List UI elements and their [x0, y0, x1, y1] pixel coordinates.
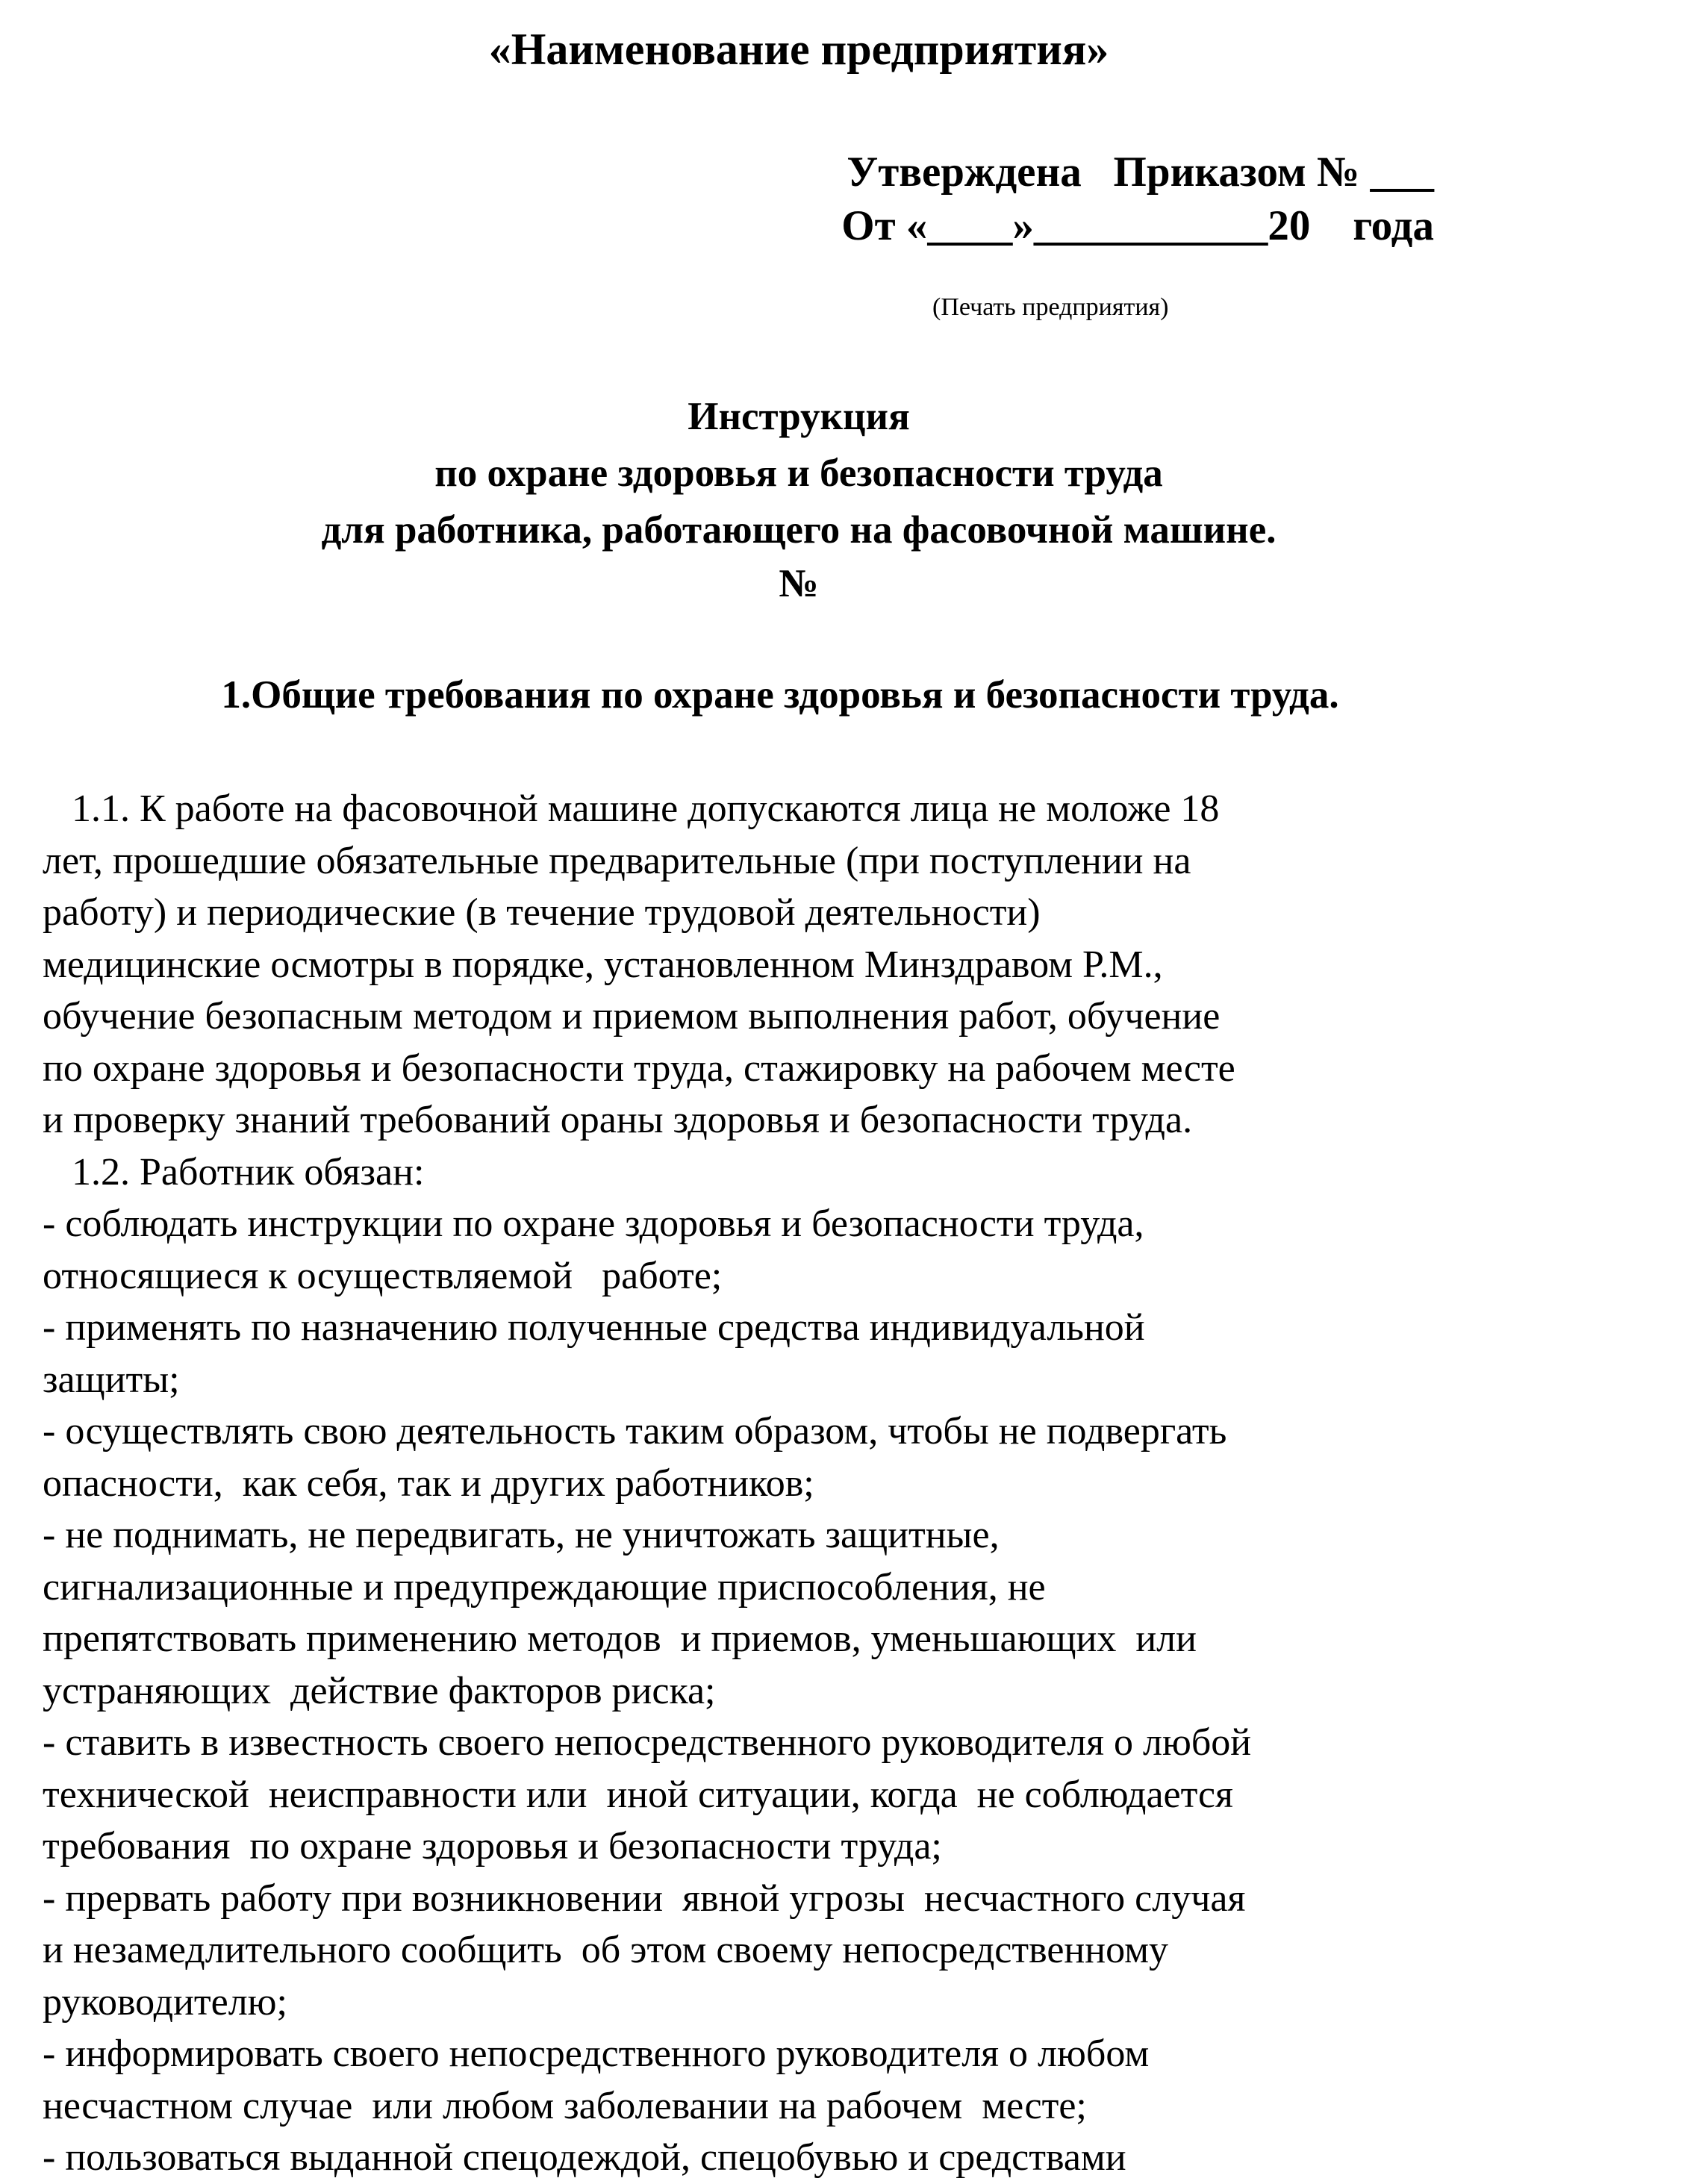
- body-line: защиты;: [43, 1358, 180, 1401]
- body-line: по охране здоровья и безопасности труда, стажировку на рабочем месте: [43, 1046, 1235, 1090]
- body-line: и незамедлительного сообщить об этом своему непосредственному: [43, 1929, 1168, 1971]
- document-subtitle-line-2: для работника, работающего на фасовочной машине.: [321, 508, 1276, 552]
- body-line: и проверку знаний требований ораны здоровья и безопасности труда.: [43, 1099, 1193, 1141]
- body-line: - не поднимать, не передвигать, не уничтожать защитные,: [43, 1514, 1000, 1556]
- body-line: 1.1. К работе на фасовочной машине допускаются лица не моложе 18: [43, 787, 1220, 830]
- body-line: лет, прошедшие обязательные предварительные (при поступлении на: [43, 839, 1191, 882]
- document-number-sign: №: [779, 562, 819, 605]
- document-subtitle-line-1: по охране здоровья и безопасности труда: [434, 452, 1163, 495]
- body-line: устраняющих действие факторов риска;: [43, 1669, 716, 1712]
- body-line: несчастном случае или любом заболевании на рабочем месте;: [43, 2084, 1087, 2127]
- seal-placeholder-note: (Печать предприятия): [932, 293, 1169, 321]
- body-line: медицинские осмотры в порядке, установленном Минздравом Р.М.,: [43, 943, 1163, 986]
- body-line: - соблюдать инструкции по охране здоровья и безопасности труда,: [43, 1202, 1144, 1245]
- document-title: Инструкция: [688, 395, 910, 438]
- body-line: - пользоваться выданной спецодеждой, спецобувью и средствами: [43, 2136, 1126, 2179]
- body-line: - ставить в известность своего непосредственного руководителя о любой: [43, 1721, 1252, 1764]
- body-line: относящиеся к осуществляемой работе;: [43, 1254, 723, 1297]
- body-line: сигнализационные и предупреждающие приспособления, не: [43, 1565, 1046, 1609]
- body-line: руководителю;: [43, 1980, 287, 2024]
- body-line: - осуществлять свою деятельность таким образом, чтобы не подвергать: [43, 1410, 1227, 1453]
- body-line: опасности, как себя, так и других работников;: [43, 1461, 814, 1505]
- body-line: обучение безопасным методом и приемом выполнения работ, обучение: [43, 995, 1221, 1038]
- organization-name: «Наименование предприятия»: [488, 25, 1109, 74]
- body-line: 1.2. Работник обязан:: [43, 1150, 425, 1194]
- body-line: - прервать работу при возникновении явной угрозы несчастного случая: [43, 1876, 1246, 1920]
- section-body: [43, 783, 1655, 2184]
- body-line: технической неисправности или иной ситуации, когда не соблюдается: [43, 1773, 1233, 1816]
- body-line: работу) и периодические (в течение трудовой деятельности): [43, 891, 1041, 934]
- section-heading: 1.Общие требования по охране здоровья и безопасности труда.: [221, 673, 1339, 717]
- body-line: препятствовать применению методов и приемов, уменьшающих или: [43, 1617, 1197, 1660]
- body-line: - применять по назначению полученные средства индивидуальной: [43, 1306, 1145, 1349]
- body-line: требования по охране здоровья и безопасности труда;: [43, 1825, 942, 1868]
- approval-order-line: Утверждена Приказом № ___: [847, 149, 1434, 196]
- approval-date-line: От «____»___________20 года: [841, 202, 1434, 249]
- body-line: - информировать своего непосредственного руководителя о любом: [43, 2032, 1150, 2075]
